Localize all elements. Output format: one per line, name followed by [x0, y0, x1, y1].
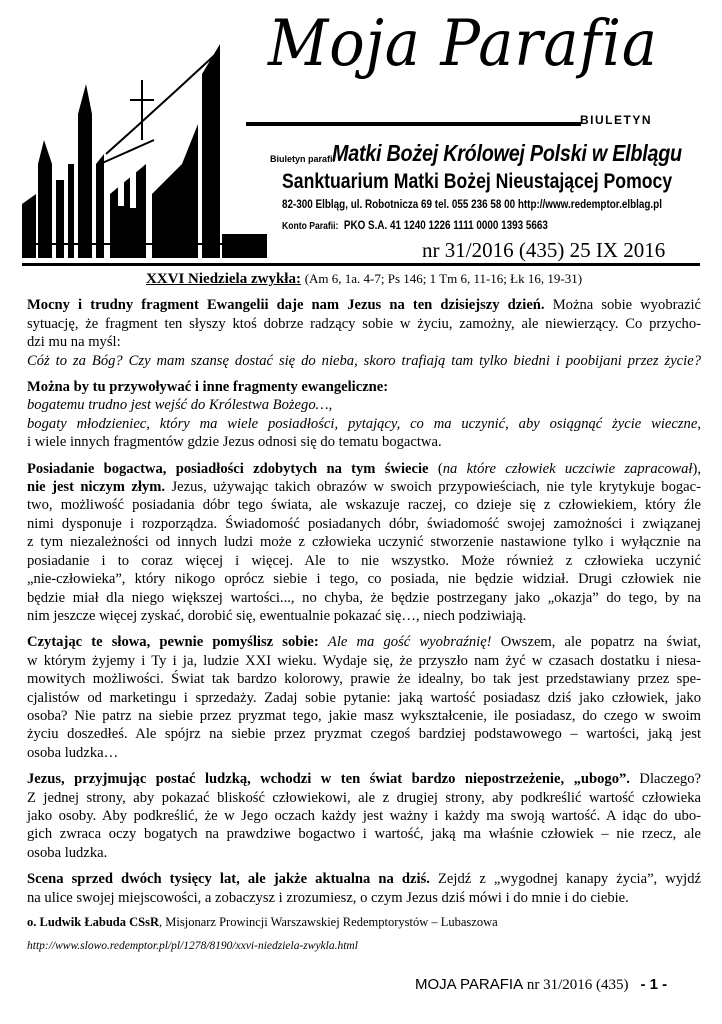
p2-lead: Można by tu przywoływać i inne fragmenty ewangeliczne:	[27, 379, 389, 396]
p5-line: Dlaczego?	[639, 771, 701, 788]
paragraph-4	[27, 633, 701, 762]
p4-line: w którym żyjemy i Ty i ja, ludzie XXI wieku. Wydaje się, że przyszło nam żyć w czasach dostatku i niesa-	[27, 652, 701, 669]
header-divider	[22, 263, 700, 266]
p3-line: nimi dysponuje i rozporządza. Świadomość posiadanych dóbr, świadomość swojej zamożności i związanej	[27, 515, 701, 532]
page-footer	[415, 976, 667, 994]
p1-question: Cóż to za Bóg? Czy mam szansę dostać się do nieba, skoro trafiają tam tylko biedni i poobijani przez życie?	[27, 352, 701, 369]
p3-aside: na które człowiek uczciwie zapracował	[442, 460, 693, 477]
p3-punct: ),	[692, 460, 701, 477]
p4-line: osoba? Nie patrz na siebie przez pryzmat tego, jakie masz wykształcenie, ile posiadasz, do czego w swoim	[27, 707, 701, 724]
author-role: , Misjonarz Prowincji Warszawskiej Redemptorystów – Lubaszowa	[159, 915, 498, 929]
p1-lead: Mocny i trudny fragment Ewangelii daje nam Jezus na ten dzisiejszy dzień.	[27, 297, 545, 314]
issue-info: nr 31/2016 (435) 25 IX 2016	[422, 238, 666, 262]
p5-line: jako osoby. Aby podkreślić, że w Jego oczach każdy jest ważny i każdy ma swoją wartość. A idąc do ubo-	[27, 807, 701, 824]
p2-quote: bogaty młodzieniec, który ma wiele posiadłości, pytający, co ma uczynić, aby osiągnąć życie wieczne	[27, 415, 698, 432]
p4-line: osoba ludzka…	[27, 744, 119, 761]
p6-lead: Scena sprzed dwóch tysięcy lat, ale jakże aktualna na dziś.	[27, 871, 430, 888]
p3-lead: Posiadanie bogactwa, posiadłości zdobytych na tym świecie	[27, 460, 429, 477]
p3-line: two, możliwość posiadania dóbr tego świata, ale wskazuje raczej, co dzieje się z człowiekiem, który źle	[27, 497, 701, 514]
p5-lead: Jezus, przyjmując postać ludzką, wchodzi w ten świat bardzo niepostrzeżenie, „ubogo”.	[27, 771, 630, 788]
paragraph-6	[27, 870, 701, 907]
p3-lead-2: nie jest niczym złym.	[27, 479, 166, 496]
p4-line: życiu doszedłeś. Ale spójrz na siebie przez pryzmat czegoś bardziej podstawowego – wartości, jaką jest	[27, 726, 701, 743]
church-logo-icon	[22, 44, 267, 258]
p5-line: Z jednej strony, aby pokazać bliskość człowiekowi, ale z drugiej strony, aby podkreślić wartość człowieka	[27, 789, 701, 806]
account-label: Konto Parafii:	[282, 221, 339, 232]
biuletyn-label: BIULETYN	[580, 113, 652, 127]
p2-line: i wiele innych fragmentów gdzie Jezus odnosi się do tematu bogactwa.	[27, 434, 442, 451]
p1-line: Można sobie wyobrazić	[552, 297, 701, 314]
p1-line: sytuację, że fragment ten słyszy ktoś dobrze radzący sobie w życiu, zamożny, ale niewierzący. Co przycho-	[27, 315, 701, 332]
p3-line: będzie miał dla niego większej wartości..., no chyba, że będzie postrzegany jako „okazja” do tego, by na	[27, 589, 701, 606]
paragraph-1	[27, 296, 701, 370]
sunday-heading	[27, 270, 701, 288]
p4-line: Owszem, ale popatrz na świat,	[500, 634, 701, 651]
article-body	[27, 270, 701, 956]
account-value: PKO S.A. 41 1240 1226 1111 0000 1393 5663	[343, 220, 548, 232]
p2-quote: bogatemu trudno jest wejść do Królestwa Bożego…	[27, 397, 329, 414]
p6-line: Zejdź z „wygodnej kanapy życia”, wyjdź	[438, 871, 701, 888]
p3-line: Jezus, używając takich obrazów w swoich przypowieściach, nie tyle krytykuje bogac-	[171, 479, 702, 496]
masthead-title: Moja Parafia	[268, 7, 658, 81]
p4-line: mowitych możliwości. Świat tak bardzo kolorowy, prawie że idealny, bo tak jest przedstawiany przez spe-	[27, 671, 701, 688]
page-number: - 1 -	[640, 976, 668, 993]
account-line	[282, 220, 548, 232]
p3-line: posiadanie i to coraz więcej i więcej. Ale to nie wszystko. Może również z człowieka uczynić	[27, 552, 701, 569]
p5-line: osoba ludzka.	[27, 844, 108, 861]
sunday-title: XXVI Niedziela zwykła:	[145, 271, 301, 287]
p1-line: dzi mu na myśl:	[27, 334, 121, 351]
masthead-rule	[246, 122, 581, 126]
paragraph-5	[27, 770, 701, 862]
footer-publication: MOJA PARAFIA	[415, 976, 524, 993]
p6-line: na ulice swojej miejscowości, a zobaczysz i zrozumiesz, o czym Jezus dziś mówi i do mnie i do ciebie.	[27, 889, 629, 906]
p4-exclaim: Ale ma gość wyobraźnię!	[327, 634, 492, 651]
p4-lead: Czytając te słowa, pewnie pomyślisz sobie:	[27, 634, 319, 651]
p5-line: gich zwraca oczy bogatych na prawdziwe bogactwo i wartość, jaką ma właśnie człowiek – nie rzecz, ale	[27, 826, 701, 843]
p3-punct: (	[437, 460, 443, 477]
p3-line: nim jeszcze więcej zyskać, dorobić się, ewentualnie pokazać się…, niech podziwiają.	[27, 607, 527, 624]
p4-line: cjalistów od marketingu i sprzedaży. Zadaj sobie pytanie: jaką wartość posiadasz dziś jako człowiek, jako	[27, 689, 701, 706]
address-line: 82-300 Elbląg, ul. Robotnicza 69 tel. 055 236 58 00 http://www.redemptor.elblag.pl	[282, 199, 662, 211]
source-link[interactable]: http://www.slowo.redemptor.pl/pl/1278/8190/xxvi-niedziela-zwykla.html	[27, 940, 358, 953]
parish-prefix: Biuletyn parafii	[270, 154, 336, 164]
p3-line: z tym niezależności od innych ludzi może z człowieka uczynić stworzenie nastawione tylko i wyłącznie na	[27, 534, 701, 551]
parish-name: Matki Bożej Królowej Polski w Elblągu	[332, 140, 682, 166]
p3-line: „nie-człowieka”, który nikogo oprócz siebie i tego, co posiada, nie będzie widział. Drugi człowiek nie	[27, 571, 701, 588]
paragraph-3	[27, 460, 701, 626]
footer-issue: nr 31/2016 (435)	[523, 977, 629, 993]
paragraph-2	[27, 378, 701, 452]
sanctuary-name: Sanktuarium Matki Bożej Nieustającej Pomocy	[282, 170, 673, 193]
p2-punct: ,	[328, 397, 333, 414]
sunday-readings: (Am 6, 1a. 4-7; Ps 146; 1 Tm 6, 11-16; Łk 16, 19-31)	[304, 271, 583, 286]
author-name: o. Ludwik Łabuda CSsR	[27, 915, 160, 929]
p2-punct: ,	[697, 415, 701, 432]
author-line	[27, 913, 701, 931]
